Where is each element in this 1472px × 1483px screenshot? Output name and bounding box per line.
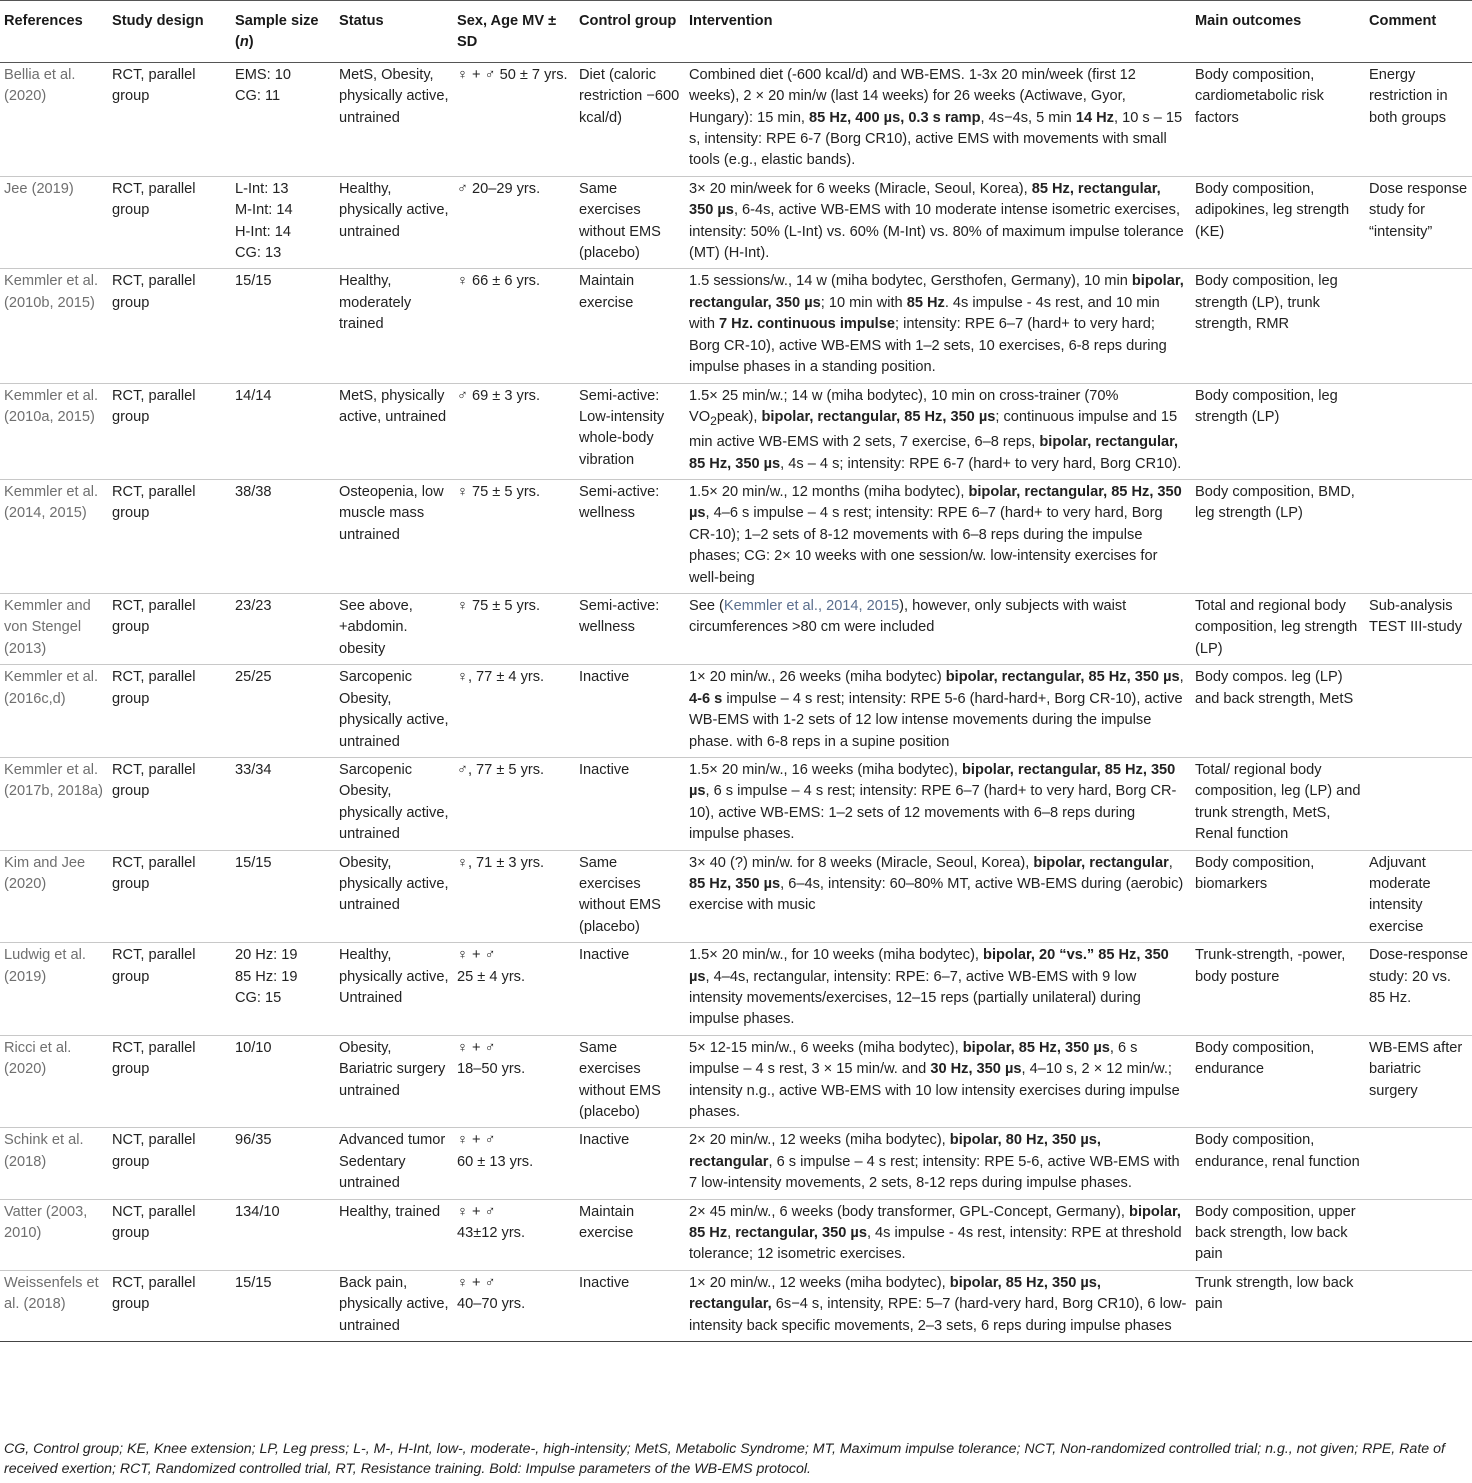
comment-cell: WB-EMS after bariatric surgery bbox=[1369, 1039, 1463, 1099]
reference-cell: Kemmler et al. (2016c,d) bbox=[4, 669, 99, 707]
sample-size-cell: 38/38 bbox=[235, 484, 272, 501]
table-row bbox=[0, 62, 1472, 176]
table-footnote: CG, Control group; KE, Knee extension; LP, Leg press; L-, M-, H-Int, low-, moderate-, high-intensity; MetS, Metabolic Syndrome; MT, Maximum impulse tolerance; NCT, Non-randomized controlled trial; n.g., not given; RPE, Rate of received exertion; RCT, Randomized controlled trial, RT, Resistance training. Bold: Impulse parameters of the WB-EMS protocol. bbox=[4, 1441, 1445, 1477]
control-group-cell: Semi-active: Low-intensity whole-body vibration bbox=[579, 387, 665, 468]
reference-cell: Bellia et al. (2020) bbox=[4, 66, 76, 105]
reference-cell: Vatter (2003, 2010) bbox=[4, 1203, 88, 1242]
sample-size-cell: 14/14 bbox=[235, 387, 272, 404]
reference-cell: Kim and Jee (2020) bbox=[4, 854, 86, 892]
header-main-outcomes: Main outcomes bbox=[1191, 1, 1365, 63]
sample-size-cell: 33/34 bbox=[235, 761, 272, 778]
main-outcomes-cell: Body compos. leg (LP) and back strength, MetS bbox=[1195, 669, 1354, 707]
intervention-cell: Combined diet (-600 kcal/d) and WB-EMS. 1-3x 20 min/week (first 12 weeks), 2 × 20 min/w (last 14 weeks) for 26 weeks (Actiwave, Gyor, Hungary): 15 min, 85 Hz, 400 µs, 0.3 s ramp, 4s−4s, 5 min 14 Hz, 10 s – 15 s, intensity: RPE 6-7 (Borg CR10), active EMS with movements with small tools (e.g., elastic bands). bbox=[689, 66, 1183, 169]
control-group-cell: Maintain exercise bbox=[579, 1203, 635, 1242]
sex-age-cell: ♀ + ♂ 60 ± 13 yrs. bbox=[457, 1132, 534, 1170]
comment-cell bbox=[1365, 383, 1472, 480]
study-design-cell: NCT, parallel group bbox=[112, 1203, 196, 1242]
comment-cell: Energy restriction in both groups bbox=[1369, 66, 1448, 126]
control-group-cell: Same exercises without EMS (placebo) bbox=[579, 180, 661, 262]
header-references: References bbox=[0, 1, 108, 63]
study-design-cell: RCT, parallel group bbox=[112, 669, 196, 707]
comment-cell bbox=[1365, 757, 1472, 850]
status-cell: Sarcopenic Obesity, physically active, untrained bbox=[339, 669, 449, 750]
sample-size-cell: 15/15 bbox=[235, 273, 272, 290]
sex-age-cell: ♀ + ♂ 40–70 yrs. bbox=[457, 1274, 526, 1313]
sample-size-cell: 20 Hz: 19 85 Hz: 19 CG: 15 bbox=[235, 947, 298, 1006]
main-outcomes-cell: Body composition, upper back strength, low back pain bbox=[1195, 1203, 1356, 1263]
control-group-cell: Same exercises without EMS (placebo) bbox=[579, 1039, 661, 1120]
table-row bbox=[0, 269, 1472, 383]
study-design-cell: RCT, parallel group bbox=[112, 1039, 196, 1078]
header-intervention: Intervention bbox=[685, 1, 1191, 63]
table-row bbox=[0, 1035, 1472, 1128]
sex-age-cell: ♀ 75 ± 5 yrs. bbox=[457, 484, 541, 501]
table-row bbox=[0, 1270, 1472, 1341]
study-design-cell: RCT, parallel group bbox=[112, 947, 196, 985]
sex-age-cell: ♀ + ♂ 18–50 yrs. bbox=[457, 1039, 526, 1078]
intervention-cell: 1.5 sessions/w., 14 w (miha bodytec, Gersthofen, Germany), 10 min bipolar, rectangular, 350 µs; 10 min with 85 Hz. 4s impulse - 4s rest, and 10 min with 7 Hz. continuous impulse; intensity: RPE 6–7 (hard+ to very hard; Borg CR-10), active WB-EMS with 1–2 sets, 10 exercises, 6-8 reps during impulse phases in a standing position. bbox=[689, 273, 1184, 376]
main-outcomes-cell: Body composition, adipokines, leg strength (KE) bbox=[1195, 180, 1350, 240]
sex-age-cell: ♂ 69 ± 3 yrs. bbox=[457, 387, 541, 404]
status-cell: Back pain, physically active, untrained bbox=[339, 1274, 449, 1334]
table-row bbox=[0, 1128, 1472, 1199]
table-row bbox=[0, 943, 1472, 1036]
intervention-cell: 1.5× 20 min/w., for 10 weeks (miha bodytec), bipolar, 20 “vs.” 85 Hz, 350 µs, 4–4s, rectangular, intensity: RPE: 6–7, active WB-EMS with 9 low intensity movements/exercises, 12–15 reps (partially unilateral) during impulse phases. bbox=[689, 947, 1169, 1028]
status-cell: Healthy, trained bbox=[339, 1203, 441, 1220]
sample-size-cell: 15/15 bbox=[235, 1274, 272, 1291]
sample-size-cell: 15/15 bbox=[235, 854, 272, 871]
table-body bbox=[0, 62, 1472, 1341]
study-design-cell: RCT, parallel group bbox=[112, 66, 196, 105]
study-design-cell: RCT, parallel group bbox=[112, 387, 196, 425]
sex-age-cell: ♀, 71 ± 3 yrs. bbox=[457, 854, 545, 871]
reference-cell: Schink et al. (2018) bbox=[4, 1132, 84, 1170]
reference-cell: Kemmler and von Stengel (2013) bbox=[4, 598, 91, 657]
header-sex-age: Sex, Age MV ± SD bbox=[453, 1, 575, 63]
sex-age-cell: ♀ + ♂ 50 ± 7 yrs. bbox=[457, 66, 568, 83]
control-group-cell: Semi-active: wellness bbox=[579, 598, 660, 636]
reference-cell: Kemmler et al. (2017b, 2018a) bbox=[4, 761, 103, 800]
intervention-cell: 5× 12-15 min/w., 6 weeks (miha bodytec), bipolar, 85 Hz, 350 µs, 6 s impulse – 4 s rest, 3 × 15 min/w. and 30 Hz, 350 µs, 4–10 s, 2 × 12 min/w.; intensity n.g., active WB-EMS with 10 low intensity exercises during impulse phases. bbox=[689, 1039, 1180, 1120]
header-sample-size: Sample size (n) bbox=[231, 1, 335, 63]
comment-cell bbox=[1365, 1270, 1472, 1341]
status-cell: Healthy, physically active, Untrained bbox=[339, 947, 449, 1006]
control-group-cell: Maintain exercise bbox=[579, 273, 635, 311]
sex-age-cell: ♂, 77 ± 5 yrs. bbox=[457, 761, 545, 778]
intervention-cell: 1.5× 25 min/w.; 14 w (miha bodytec), 10 min on cross-trainer (70% $VO_2peak$), bipolar, rectangular, 85 Hz, 350 µs; continuous impulse and 15 min active WB-EMS with 2 sets, 7 exercise, 6–8 reps, bipolar, rectangular, 85 Hz, 350 µs, 4s – 4 s; intensity: RPE 6-7 (hard+ to very hard, Borg CR10). bbox=[689, 387, 1182, 472]
main-outcomes-cell: Body composition, leg strength (LP), trunk strength, RMR bbox=[1195, 273, 1338, 333]
table-row bbox=[0, 1199, 1472, 1270]
comment-cell bbox=[1365, 1128, 1472, 1199]
table-row bbox=[0, 594, 1472, 665]
main-outcomes-cell: Trunk-strength, -power, body posture bbox=[1195, 947, 1346, 985]
status-cell: MetS, Obesity, physically active, untrained bbox=[339, 66, 449, 126]
header-comment: Comment bbox=[1365, 1, 1472, 63]
study-design-cell: RCT, parallel group bbox=[112, 854, 196, 892]
comment-cell: Dose-response study: 20 vs. 85 Hz. bbox=[1369, 947, 1468, 1006]
table-row bbox=[0, 665, 1472, 758]
control-group-cell: Inactive bbox=[579, 947, 630, 964]
table-row bbox=[0, 480, 1472, 594]
comment-cell bbox=[1365, 665, 1472, 758]
intervention-cell: 3× 40 (?) min/w. for 8 weeks (Miracle, Seoul, Korea), bipolar, rectangular, 85 Hz, 350 µs, 6–4s, intensity: 60–80% MT, active WB-EMS during (aerobic) exercise with music bbox=[689, 854, 1184, 914]
study-design-cell: RCT, parallel group bbox=[112, 761, 196, 800]
study-design-cell: NCT, parallel group bbox=[112, 1132, 196, 1170]
reference-cell: Ludwig et al. (2019) bbox=[4, 947, 86, 985]
intervention-cell: 1× 20 min/w., 12 weeks (miha bodytec), bipolar, 85 Hz, 350 µs, rectangular, 6s−4 s, intensity, RPE: 5–7 (hard-very hard, Borg CR10), 6 low-intensity back specific movements, 2–3 sets, 6 reps during impulse phases bbox=[689, 1274, 1187, 1334]
comment-cell bbox=[1365, 1199, 1472, 1270]
reference-cell: Weissenfels et al. (2018) bbox=[4, 1274, 99, 1313]
main-outcomes-cell: Body composition, endurance, renal function bbox=[1195, 1132, 1360, 1170]
sex-age-cell: ♀ 75 ± 5 yrs. bbox=[457, 598, 541, 615]
status-cell: Obesity, physically active, untrained bbox=[339, 854, 449, 914]
reference-cell: Kemmler et al. (2010b, 2015) bbox=[4, 273, 99, 311]
control-group-cell: Inactive bbox=[579, 1274, 630, 1291]
table-row bbox=[0, 383, 1472, 480]
reference-cell: Jee (2019) bbox=[4, 180, 74, 197]
sample-size-cell: 134/10 bbox=[235, 1203, 280, 1220]
table-row bbox=[0, 850, 1472, 943]
status-cell: Healthy, physically active, untrained bbox=[339, 180, 449, 240]
sample-size-cell: 10/10 bbox=[235, 1039, 272, 1056]
comment-cell: Dose response study for “intensity” bbox=[1369, 180, 1468, 240]
sex-age-cell: ♀, 77 ± 4 yrs. bbox=[457, 669, 545, 686]
main-outcomes-cell: Body composition, cardiometabolic risk factors bbox=[1195, 66, 1324, 126]
main-outcomes-cell: Trunk strength, low back pain bbox=[1195, 1274, 1354, 1313]
comment-cell: Sub-analysis TEST III-study bbox=[1369, 598, 1462, 636]
table-row bbox=[0, 757, 1472, 850]
intervention-cell: See (Kemmler et al., 2014, 2015), however, only subjects with waist circumferences >80 cm were included bbox=[689, 598, 1127, 636]
status-cell: Healthy, moderately trained bbox=[339, 273, 412, 333]
intervention-cell: 2× 45 min/w., 6 weeks (body transformer, GPL-Concept, Germany), bipolar, 85 Hz, rectangular, 350 µs, 4s impulse - 4s rest, intensity: RPE at threshold tolerance; 12 isometric exercises. bbox=[689, 1203, 1182, 1263]
control-group-cell: Diet (caloric restriction −600 kcal/d) bbox=[579, 66, 680, 126]
reference-cell: Ricci et al. (2020) bbox=[4, 1039, 72, 1078]
header-study-design: Study design bbox=[108, 1, 231, 63]
comment-cell bbox=[1365, 269, 1472, 383]
study-design-cell: RCT, parallel group bbox=[112, 484, 196, 522]
main-outcomes-cell: Body composition, endurance bbox=[1195, 1039, 1315, 1078]
table-header-row bbox=[0, 1, 1472, 63]
control-group-cell: Inactive bbox=[579, 761, 630, 778]
status-cell: See above, +abdomin. obesity bbox=[339, 598, 413, 657]
sample-size-cell: 96/35 bbox=[235, 1132, 272, 1149]
sample-size-cell: 23/23 bbox=[235, 598, 272, 615]
study-design-cell: RCT, parallel group bbox=[112, 273, 196, 311]
comment-cell: Adjuvant moderate intensity exercise bbox=[1369, 854, 1431, 935]
status-cell: Sarcopenic Obesity, physically active, untrained bbox=[339, 761, 449, 843]
intervention-cell: 1.5× 20 min/w., 12 months (miha bodytec), bipolar, rectangular, 85 Hz, 350 µs, 4–6 s impulse – 4 s rest; intensity: RPE 6–7 (hard+ to very hard, Borg CR-10); 1–2 sets of 8-12 movements with 6–8 reps during the impulse phases; CG: 2× 10 weeks with one session/w. low-intensity exercises for well-being bbox=[689, 484, 1182, 586]
comment-cell bbox=[1365, 480, 1472, 594]
intervention-cell: 1.5× 20 min/w., 16 weeks (miha bodytec), bipolar, rectangular, 85 Hz, 350 µs, 6 s impulse – 4 s rest; intensity: RPE 6–7 (hard+ to very hard, Borg CR-10), active WB-EMS: 1–2 sets of 12 movements with 6–8 reps during impulse phases. bbox=[689, 761, 1177, 843]
status-cell: Obesity, Bariatric surgery untrained bbox=[339, 1039, 446, 1099]
status-cell: MetS, physically active, untrained bbox=[339, 387, 447, 425]
header-status: Status bbox=[335, 1, 453, 63]
main-outcomes-cell: Total and regional body composition, leg strength (LP) bbox=[1195, 598, 1358, 657]
sex-age-cell: ♀ + ♂ 25 ± 4 yrs. bbox=[457, 947, 526, 985]
study-design-cell: RCT, parallel group bbox=[112, 598, 196, 636]
sample-size-cell: 25/25 bbox=[235, 669, 272, 686]
sample-size-cell: L-Int: 13 M-Int: 14 H-Int: 14 CG: 13 bbox=[235, 180, 293, 262]
main-outcomes-cell: Total/ regional body composition, leg (LP) and trunk strength, MetS, Renal function bbox=[1195, 761, 1361, 843]
sex-age-cell: ♂ 20–29 yrs. bbox=[457, 180, 541, 197]
main-outcomes-cell: Body composition, leg strength (LP) bbox=[1195, 387, 1338, 425]
intervention-cell: 1× 20 min/w., 26 weeks (miha bodytec) bipolar, rectangular, 85 Hz, 350 µs, 4-6 s impulse – 4 s rest; intensity: RPE 5-6 (hard-hard+, Borg CR-10), active WB-EMS with 1-2 sets of 12 low intense movements during the impulse phase. with 6-8 reps in a supine position bbox=[689, 669, 1184, 750]
control-group-cell: Inactive bbox=[579, 669, 630, 686]
reference-cell: Kemmler et al. (2010a, 2015) bbox=[4, 387, 99, 425]
table-row bbox=[0, 176, 1472, 269]
sex-age-cell: ♀ + ♂ 43±12 yrs. bbox=[457, 1203, 526, 1242]
main-outcomes-cell: Body composition, biomarkers bbox=[1195, 854, 1315, 892]
control-group-cell: Inactive bbox=[579, 1132, 630, 1149]
control-group-cell: Same exercises without EMS (placebo) bbox=[579, 854, 661, 935]
sex-age-cell: ♀ 66 ± 6 yrs. bbox=[457, 273, 541, 290]
intervention-cell: 2× 20 min/w., 12 weeks (miha bodytec), bipolar, 80 Hz, 350 µs, rectangular, 6 s impulse – 4 s rest; intensity: RPE 5-6, active WB-EMS with 7 low-intensity movements, 2 sets, 8-12 reps during impulse phases. bbox=[689, 1132, 1180, 1192]
status-cell: Osteopenia, low muscle mass untrained bbox=[339, 484, 444, 543]
status-cell: Advanced tumor Sedentary untrained bbox=[339, 1132, 446, 1192]
intervention-cell: 3× 20 min/week for 6 weeks (Miracle, Seoul, Korea), 85 Hz, rectangular, 350 µs, 6-4s, active WB-EMS with 10 moderate intense isometric exercises, intensity: 50% (L-Int) vs. 60% (M-Int) vs. 80% of maximum impulse tolerance (MT) (H-Int). bbox=[689, 180, 1184, 262]
reference-cell: Kemmler et al. (2014, 2015) bbox=[4, 484, 99, 522]
sample-size-cell: EMS: 10 CG: 11 bbox=[235, 66, 291, 105]
header-control-group: Control group bbox=[575, 1, 685, 63]
study-design-cell: RCT, parallel group bbox=[112, 1274, 196, 1313]
control-group-cell: Semi-active: wellness bbox=[579, 484, 660, 522]
main-outcomes-cell: Body composition, BMD, leg strength (LP) bbox=[1195, 484, 1355, 522]
study-design-cell: RCT, parallel group bbox=[112, 180, 196, 219]
